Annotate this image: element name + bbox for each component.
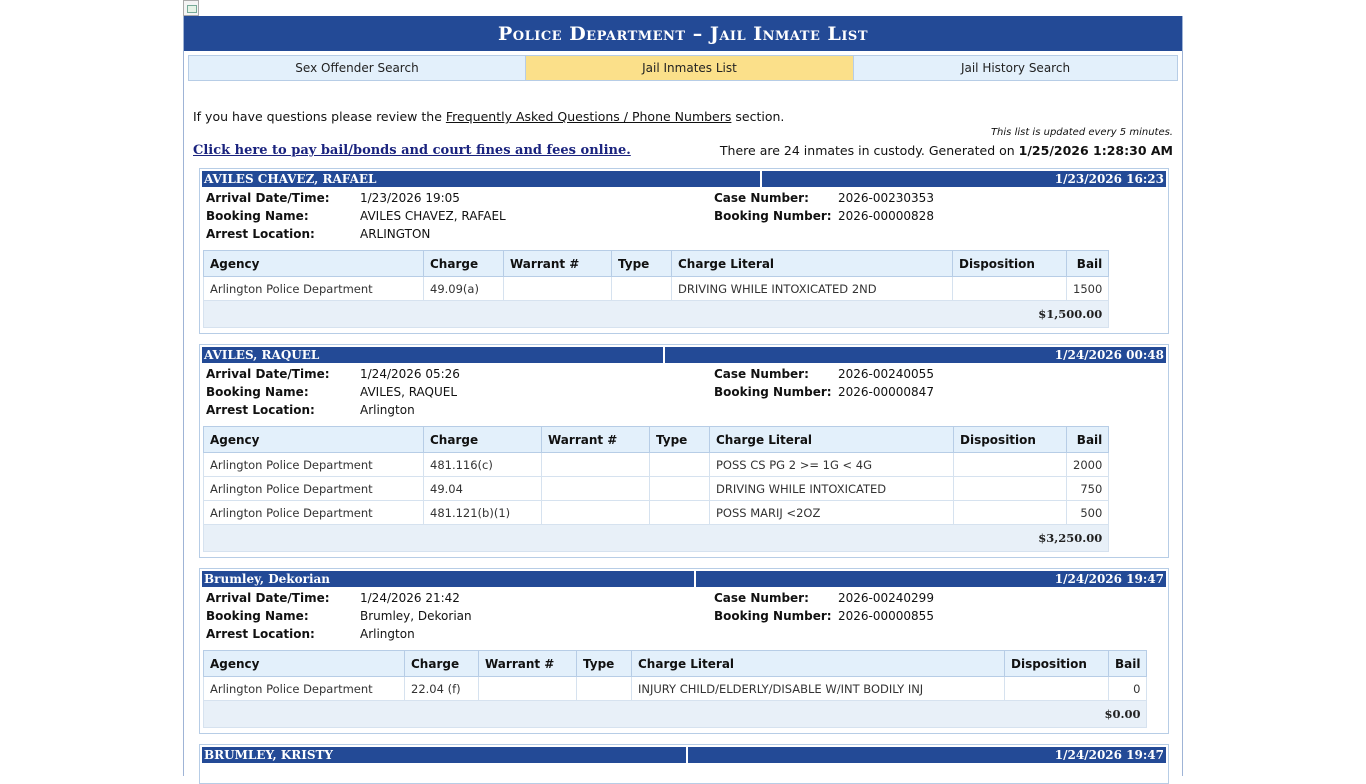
bail-cell: 500	[1067, 501, 1109, 525]
warrant-cell	[542, 477, 650, 501]
charge-cell: 481.121(b)(1)	[424, 501, 542, 525]
bail-cell: 0	[1109, 677, 1147, 701]
warrant-cell	[542, 453, 650, 477]
col-charge: Charge	[424, 427, 542, 453]
charge-literal-cell: DRIVING WHILE INTOXICATED 2ND	[672, 277, 953, 301]
bail-cell: 2000	[1067, 453, 1109, 477]
table-row	[204, 453, 1109, 477]
charge-cell: 22.04 (f)	[405, 677, 479, 701]
count-prefix: There are	[719, 143, 780, 158]
inmate-name: BRUMLEY, KRISTY	[202, 747, 688, 763]
col-bail: Bail	[1067, 251, 1109, 277]
booking-name-label: Booking Name:	[206, 209, 309, 223]
disposition-cell	[954, 477, 1067, 501]
type-cell	[650, 501, 710, 525]
agency-cell: Arlington Police Department	[204, 477, 424, 501]
broken-image-icon	[183, 0, 199, 16]
tab-bar	[188, 55, 1178, 81]
inmate-record	[199, 344, 1169, 558]
col-warrant: Warrant #	[542, 427, 650, 453]
inmate-count	[720, 143, 1173, 158]
table-row	[204, 501, 1109, 525]
booking-number-label: Booking Number:	[714, 609, 832, 623]
arrival-value: 1/24/2026 21:42	[360, 591, 460, 605]
pay-bail-link[interactable]: Click here to pay bail/bonds and court fines and fees online.	[193, 143, 631, 158]
disposition-cell	[1005, 677, 1109, 701]
col-disposition: Disposition	[1005, 651, 1109, 677]
inmate-name: AVILES CHAVEZ, RAFAEL	[202, 171, 762, 187]
col-agency: Agency	[204, 251, 424, 277]
bail-total: $3,250.00	[204, 525, 1109, 552]
page-title: Police Department – Jail Inmate List	[184, 16, 1182, 51]
booking-name-value: AVILES, RAQUEL	[360, 385, 458, 399]
table-row	[204, 677, 1147, 701]
arrival-value: 1/24/2026 05:26	[360, 367, 460, 381]
charge-literal-cell: POSS MARIJ <2OZ	[710, 501, 954, 525]
booking-name-value: Brumley, Dekorian	[360, 609, 472, 623]
charges-table	[203, 250, 1109, 328]
arrest-location-value: Arlington	[360, 627, 415, 641]
col-type: Type	[612, 251, 672, 277]
inmate-info	[200, 587, 1168, 644]
inmate-date: 1/23/2026 16:23	[762, 171, 1166, 187]
booking-name-label: Booking Name:	[206, 609, 309, 623]
tab-jail-history-search[interactable]: Jail History Search	[854, 56, 1177, 80]
arrival-value: 1/23/2026 19:05	[360, 191, 460, 205]
warrant-cell	[542, 501, 650, 525]
col-bail: Bail	[1067, 427, 1109, 453]
arrival-label: Arrival Date/Time:	[206, 191, 330, 205]
count-mid: inmates in custody. Generated on	[803, 143, 1015, 158]
inmate-date: 1/24/2026 19:47	[696, 571, 1166, 587]
booking-number-value: 2026-00000855	[838, 609, 934, 623]
col-charge-literal: Charge Literal	[632, 651, 1005, 677]
arrest-location-label: Arrest Location:	[206, 627, 315, 641]
inmate-title-bar	[202, 747, 1166, 763]
col-charge-literal: Charge Literal	[672, 251, 953, 277]
booking-number-value: 2026-00000847	[838, 385, 934, 399]
bail-cell: 1500	[1067, 277, 1109, 301]
arrest-location-value: ARLINGTON	[360, 227, 431, 241]
count-value: 24	[783, 143, 800, 158]
inmate-date: 1/24/2026 00:48	[665, 347, 1166, 363]
arrest-location-label: Arrest Location:	[206, 227, 315, 241]
col-disposition: Disposition	[954, 427, 1067, 453]
tab-sex-offender-search[interactable]: Sex Offender Search	[189, 56, 526, 80]
warrant-cell	[479, 677, 577, 701]
case-number-value: 2026-00240299	[838, 591, 934, 605]
agency-cell: Arlington Police Department	[204, 277, 424, 301]
booking-number-label: Booking Number:	[714, 209, 832, 223]
disposition-cell	[954, 501, 1067, 525]
tab-jail-inmates-list[interactable]: Jail Inmates List	[526, 56, 854, 80]
faq-link[interactable]: Frequently Asked Questions / Phone Numbers	[445, 109, 732, 124]
bail-cell: 750	[1067, 477, 1109, 501]
inmate-info	[200, 187, 1168, 244]
booking-name-label: Booking Name:	[206, 385, 309, 399]
col-agency: Agency	[204, 427, 424, 453]
inmate-name: Brumley, Dekorian	[202, 571, 696, 587]
type-cell	[612, 277, 672, 301]
arrest-location-value: Arlington	[360, 403, 415, 417]
inmate-record	[199, 744, 1169, 784]
charge-cell: 49.09(a)	[424, 277, 504, 301]
agency-cell: Arlington Police Department	[204, 453, 424, 477]
arrival-label: Arrival Date/Time:	[206, 591, 330, 605]
agency-cell: Arlington Police Department	[204, 501, 424, 525]
table-row	[204, 477, 1109, 501]
generated-timestamp: 1/25/2026 1:28:30 AM	[1018, 143, 1173, 158]
col-warrant: Warrant #	[504, 251, 612, 277]
charge-cell: 49.04	[424, 477, 542, 501]
warrant-cell	[504, 277, 612, 301]
col-warrant: Warrant #	[479, 651, 577, 677]
faq-text	[193, 109, 784, 124]
col-type: Type	[577, 651, 632, 677]
col-charge: Charge	[405, 651, 479, 677]
inmate-info	[200, 363, 1168, 420]
case-number-label: Case Number:	[714, 191, 809, 205]
main-container	[183, 16, 1183, 776]
faq-prefix: If you have questions please review the	[193, 109, 442, 124]
col-charge: Charge	[424, 251, 504, 277]
booking-name-value: AVILES CHAVEZ, RAFAEL	[360, 209, 506, 223]
inmate-title-bar	[202, 171, 1166, 187]
charge-cell: 481.116(c)	[424, 453, 542, 477]
bail-total: $0.00	[204, 701, 1147, 728]
inmate-title-bar	[202, 347, 1166, 363]
inmate-title-bar	[202, 571, 1166, 587]
bail-total: $1,500.00	[204, 301, 1109, 328]
booking-number-label: Booking Number:	[714, 385, 832, 399]
inmate-name: AVILES, RAQUEL	[202, 347, 665, 363]
case-number-value: 2026-00230353	[838, 191, 934, 205]
disposition-cell	[953, 277, 1067, 301]
charge-literal-cell: INJURY CHILD/ELDERLY/DISABLE W/INT BODILY INJ	[632, 677, 1005, 701]
case-number-label: Case Number:	[714, 367, 809, 381]
case-number-label: Case Number:	[714, 591, 809, 605]
arrival-label: Arrival Date/Time:	[206, 367, 330, 381]
case-number-value: 2026-00240055	[838, 367, 934, 381]
update-note: This list is updated every 5 minutes.	[990, 127, 1173, 138]
agency-cell: Arlington Police Department	[204, 677, 405, 701]
type-cell	[577, 677, 632, 701]
charge-literal-cell: DRIVING WHILE INTOXICATED	[710, 477, 954, 501]
col-bail: Bail	[1109, 651, 1147, 677]
charges-table	[203, 650, 1147, 728]
type-cell	[650, 477, 710, 501]
col-disposition: Disposition	[953, 251, 1067, 277]
col-charge-literal: Charge Literal	[710, 427, 954, 453]
charge-literal-cell: POSS CS PG 2 >= 1G < 4G	[710, 453, 954, 477]
col-agency: Agency	[204, 651, 405, 677]
inmate-date: 1/24/2026 19:47	[688, 747, 1166, 763]
col-type: Type	[650, 427, 710, 453]
booking-number-value: 2026-00000828	[838, 209, 934, 223]
arrest-location-label: Arrest Location:	[206, 403, 315, 417]
charges-table	[203, 426, 1109, 552]
disposition-cell	[954, 453, 1067, 477]
type-cell	[650, 453, 710, 477]
inmate-record	[199, 568, 1169, 734]
table-row	[204, 277, 1109, 301]
faq-suffix: section.	[735, 109, 785, 124]
inmate-record	[199, 168, 1169, 334]
